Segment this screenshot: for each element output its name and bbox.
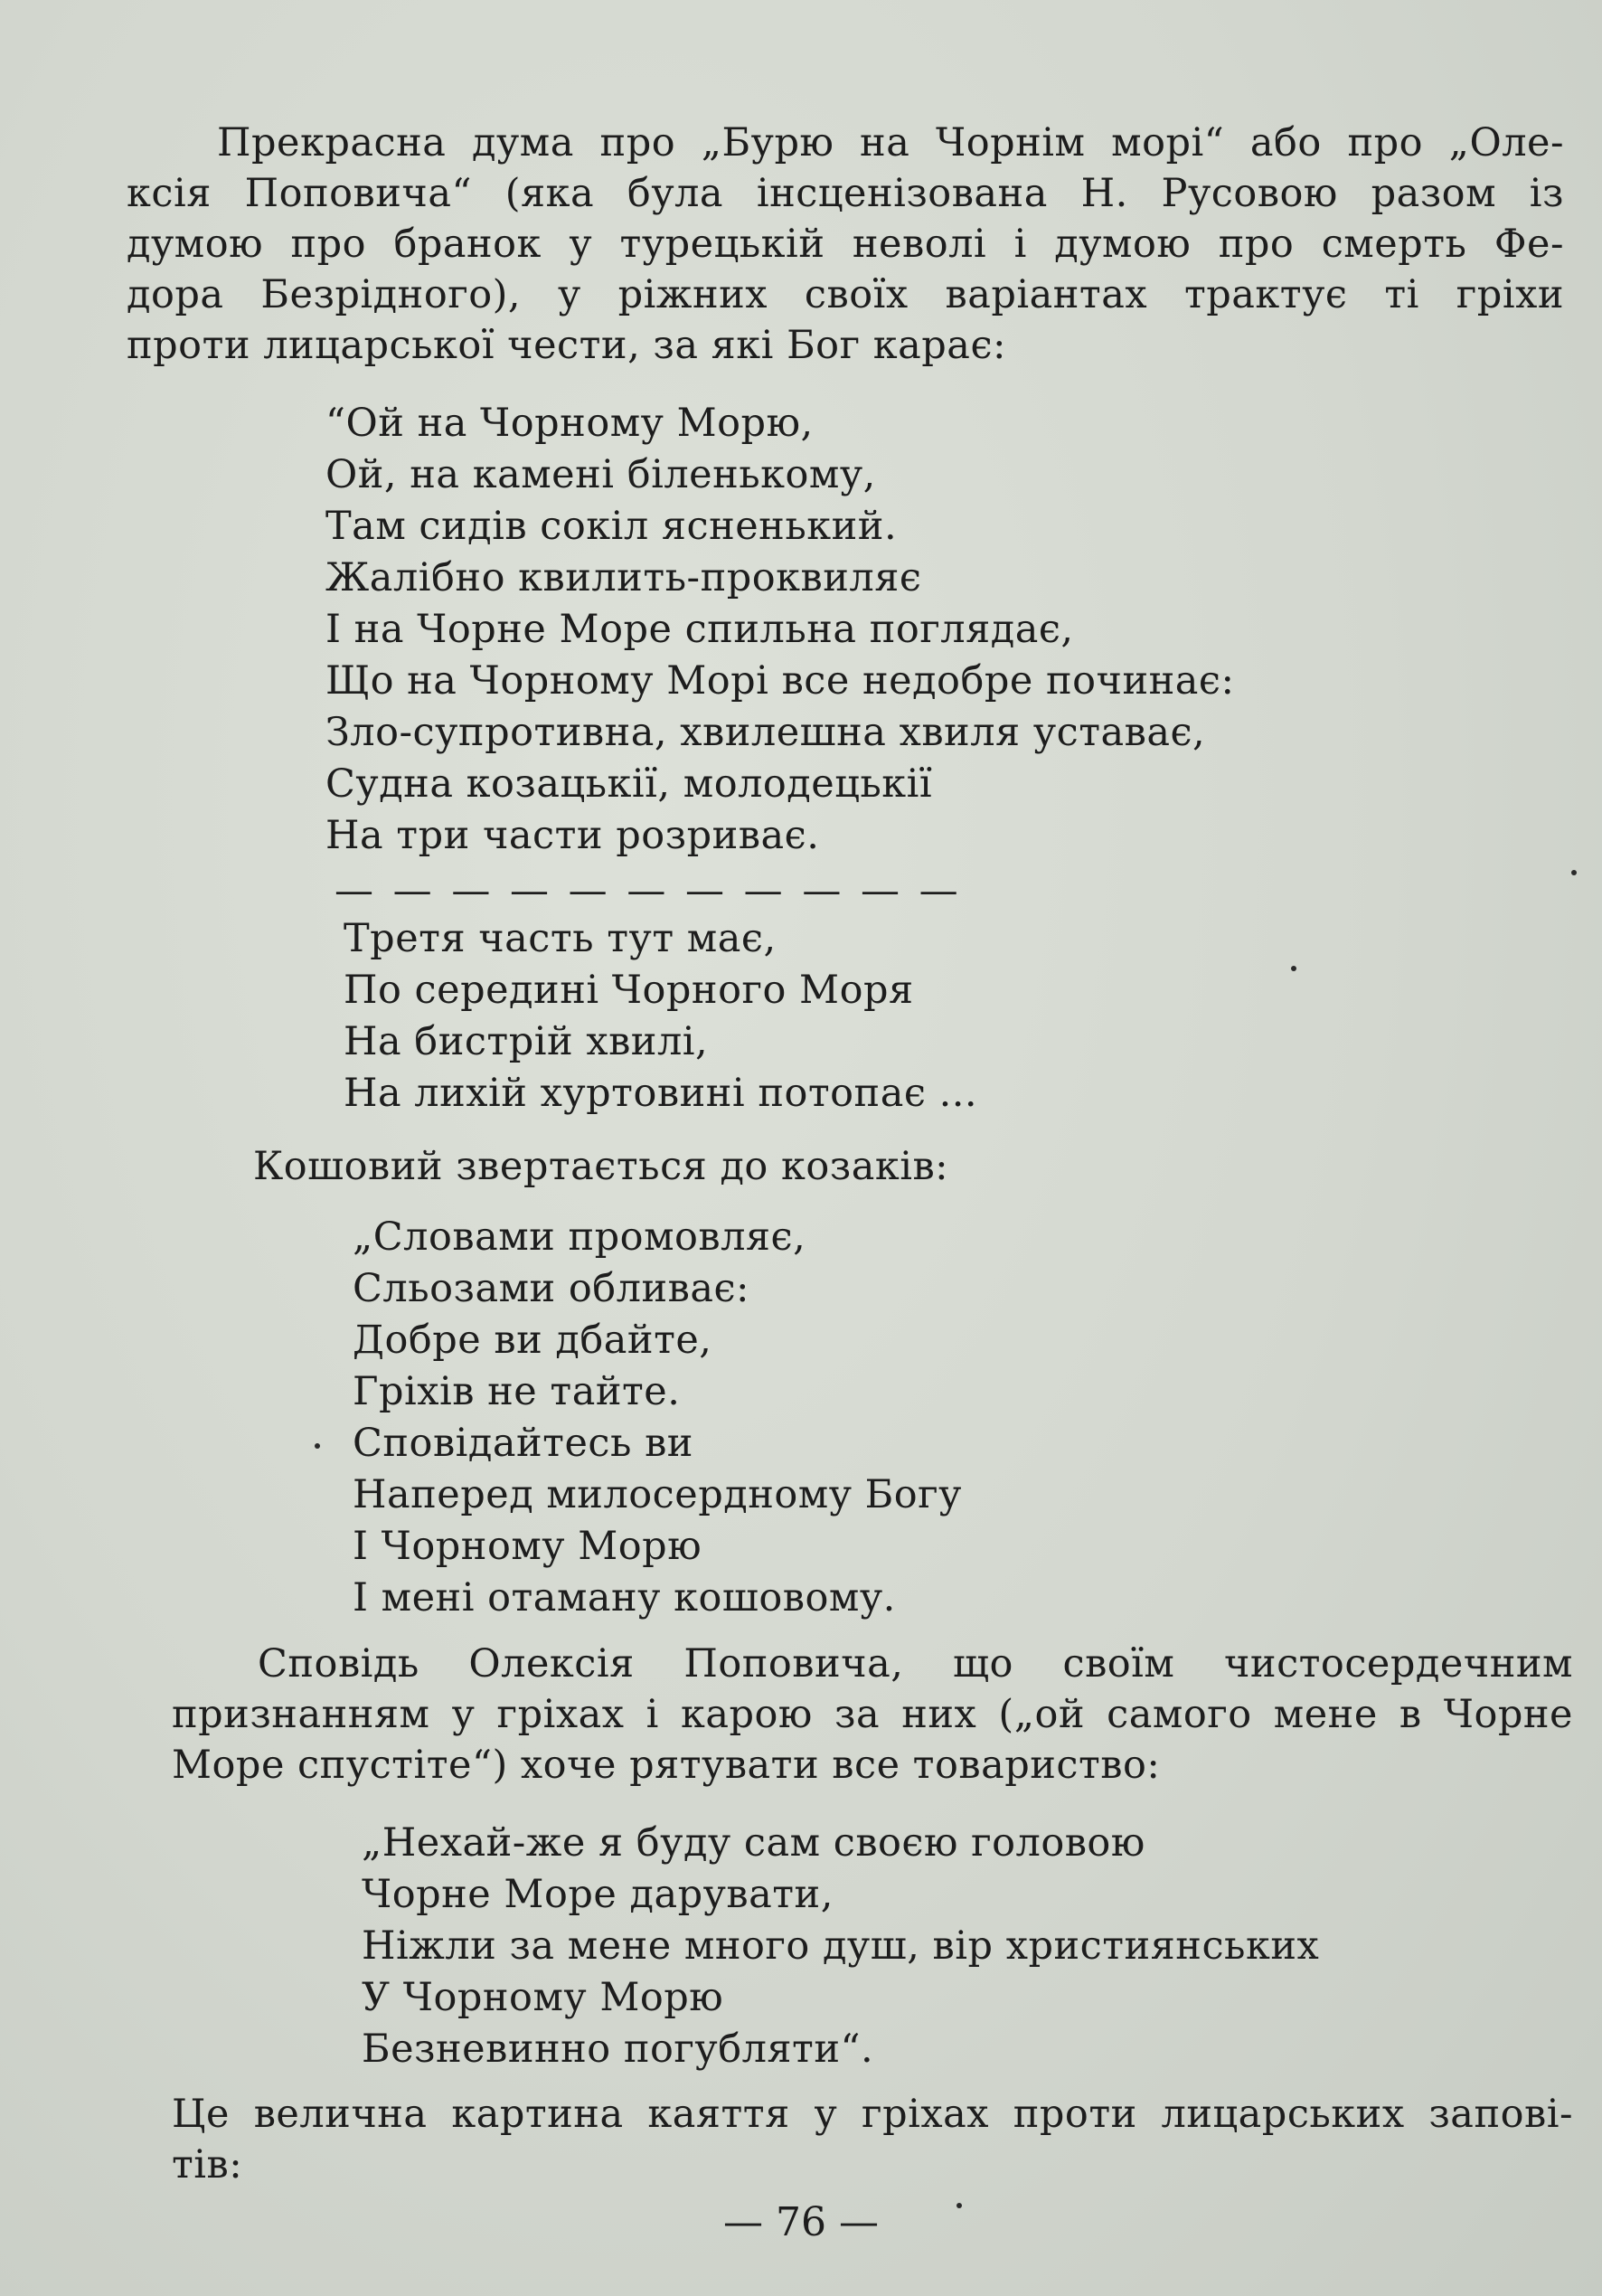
intro-paragraph xyxy=(127,118,1564,371)
verse-line: Жалібно квилить-проквиляє xyxy=(325,555,922,600)
verse-line: По середині Чорного Моря xyxy=(344,968,914,1013)
page-number: — 76 — xyxy=(723,2199,879,2245)
verse-line: Там сидів сокіл ясненький. xyxy=(325,504,898,549)
verse-line: Що на Чорному Морі все недобре починає: xyxy=(325,658,1235,704)
verse-koshovyi xyxy=(353,1212,962,1624)
closing-paragraph xyxy=(172,2089,1573,2190)
intro-line: думою про бранок у турецькій неволі і думою про смерть Фе- xyxy=(127,222,1564,267)
verse-line: „Нехай-же я буду сам своєю головою xyxy=(362,1820,1145,1866)
print-speck xyxy=(956,2203,962,2208)
verse-line: І на Чорне Море спильна поглядає, xyxy=(325,607,1074,652)
intro-line: ксія Поповича“ (яка була інсценізована Н. Русовою разом із xyxy=(127,171,1564,216)
verse-confession xyxy=(362,1818,1319,2075)
confession-line: признанням у гріхах і карою за них („ой самого мене в Чорне xyxy=(172,1692,1573,1737)
verse-line: У Чорному Морю xyxy=(362,1975,724,2020)
verse-omission-dashes: — — — — — — — — — — — xyxy=(335,868,962,913)
verse-line: „Словами промовляє, xyxy=(353,1214,806,1260)
intro-line: проти лицарської чести, за які Бог карає: xyxy=(127,323,1007,368)
verse-line: На бистрій хвилі, xyxy=(344,1019,709,1064)
verse-line: Судна козацькії, молодецькії xyxy=(325,761,933,807)
verse-line: Чорне Море дарувати, xyxy=(362,1872,834,1917)
verse-line: І мені отаману кошовому. xyxy=(353,1575,896,1620)
verse-line: І Чорному Морю xyxy=(353,1524,702,1569)
verse-line: Гріхів не тайте. xyxy=(353,1369,681,1414)
verse-line: На лихій хуртовині потопає ... xyxy=(344,1071,978,1116)
verse-line: Третя часть тут має, xyxy=(344,916,777,961)
intro-line: дора Безрідного), у ріжних своїх варіантах трактує ті гріхи xyxy=(127,272,1564,317)
intro-line: Прекрасна дума про „Бурю на Чорнім морі“ або про „Оле- xyxy=(217,120,1564,165)
verse-line: Ніжли за мене много душ, вір християнських xyxy=(362,1923,1320,1969)
confession-line: Море спустіте“) хоче рятувати все товариство: xyxy=(172,1743,1161,1788)
verse-line: Наперед милосердному Богу xyxy=(353,1472,962,1517)
closing-line: Це велична картина каяття у гріхах проти лицарських запові- xyxy=(172,2092,1573,2137)
confession-line: Сповідь Олексія Поповича, що своїм чистосердечним xyxy=(258,1641,1573,1687)
verse-line: Зло-супротивна, хвилешна хвиля уставає, xyxy=(325,710,1206,755)
koshovyi-intro: Кошовий звертається до козаків: xyxy=(253,1144,949,1189)
confession-paragraph xyxy=(172,1639,1573,1791)
print-speck xyxy=(1291,966,1296,971)
verse-line: Безневинно погубляти“. xyxy=(362,2027,874,2072)
verse-storm xyxy=(325,398,1234,862)
verse-line: Сповідайтесь ви xyxy=(353,1421,693,1466)
print-speck xyxy=(1571,870,1577,875)
verse-line: Сльозами обливає: xyxy=(353,1266,750,1311)
verse-line: Добре ви дбайте, xyxy=(353,1318,712,1363)
print-speck xyxy=(315,1443,320,1449)
verse-line: “Ой на Чорному Морю, xyxy=(325,401,814,446)
verse-line: Ой, на камені біленькому, xyxy=(325,452,876,497)
verse-storm-continued xyxy=(344,913,977,1120)
closing-line: тів: xyxy=(172,2142,243,2187)
verse-line: На три части розриває. xyxy=(325,813,820,858)
